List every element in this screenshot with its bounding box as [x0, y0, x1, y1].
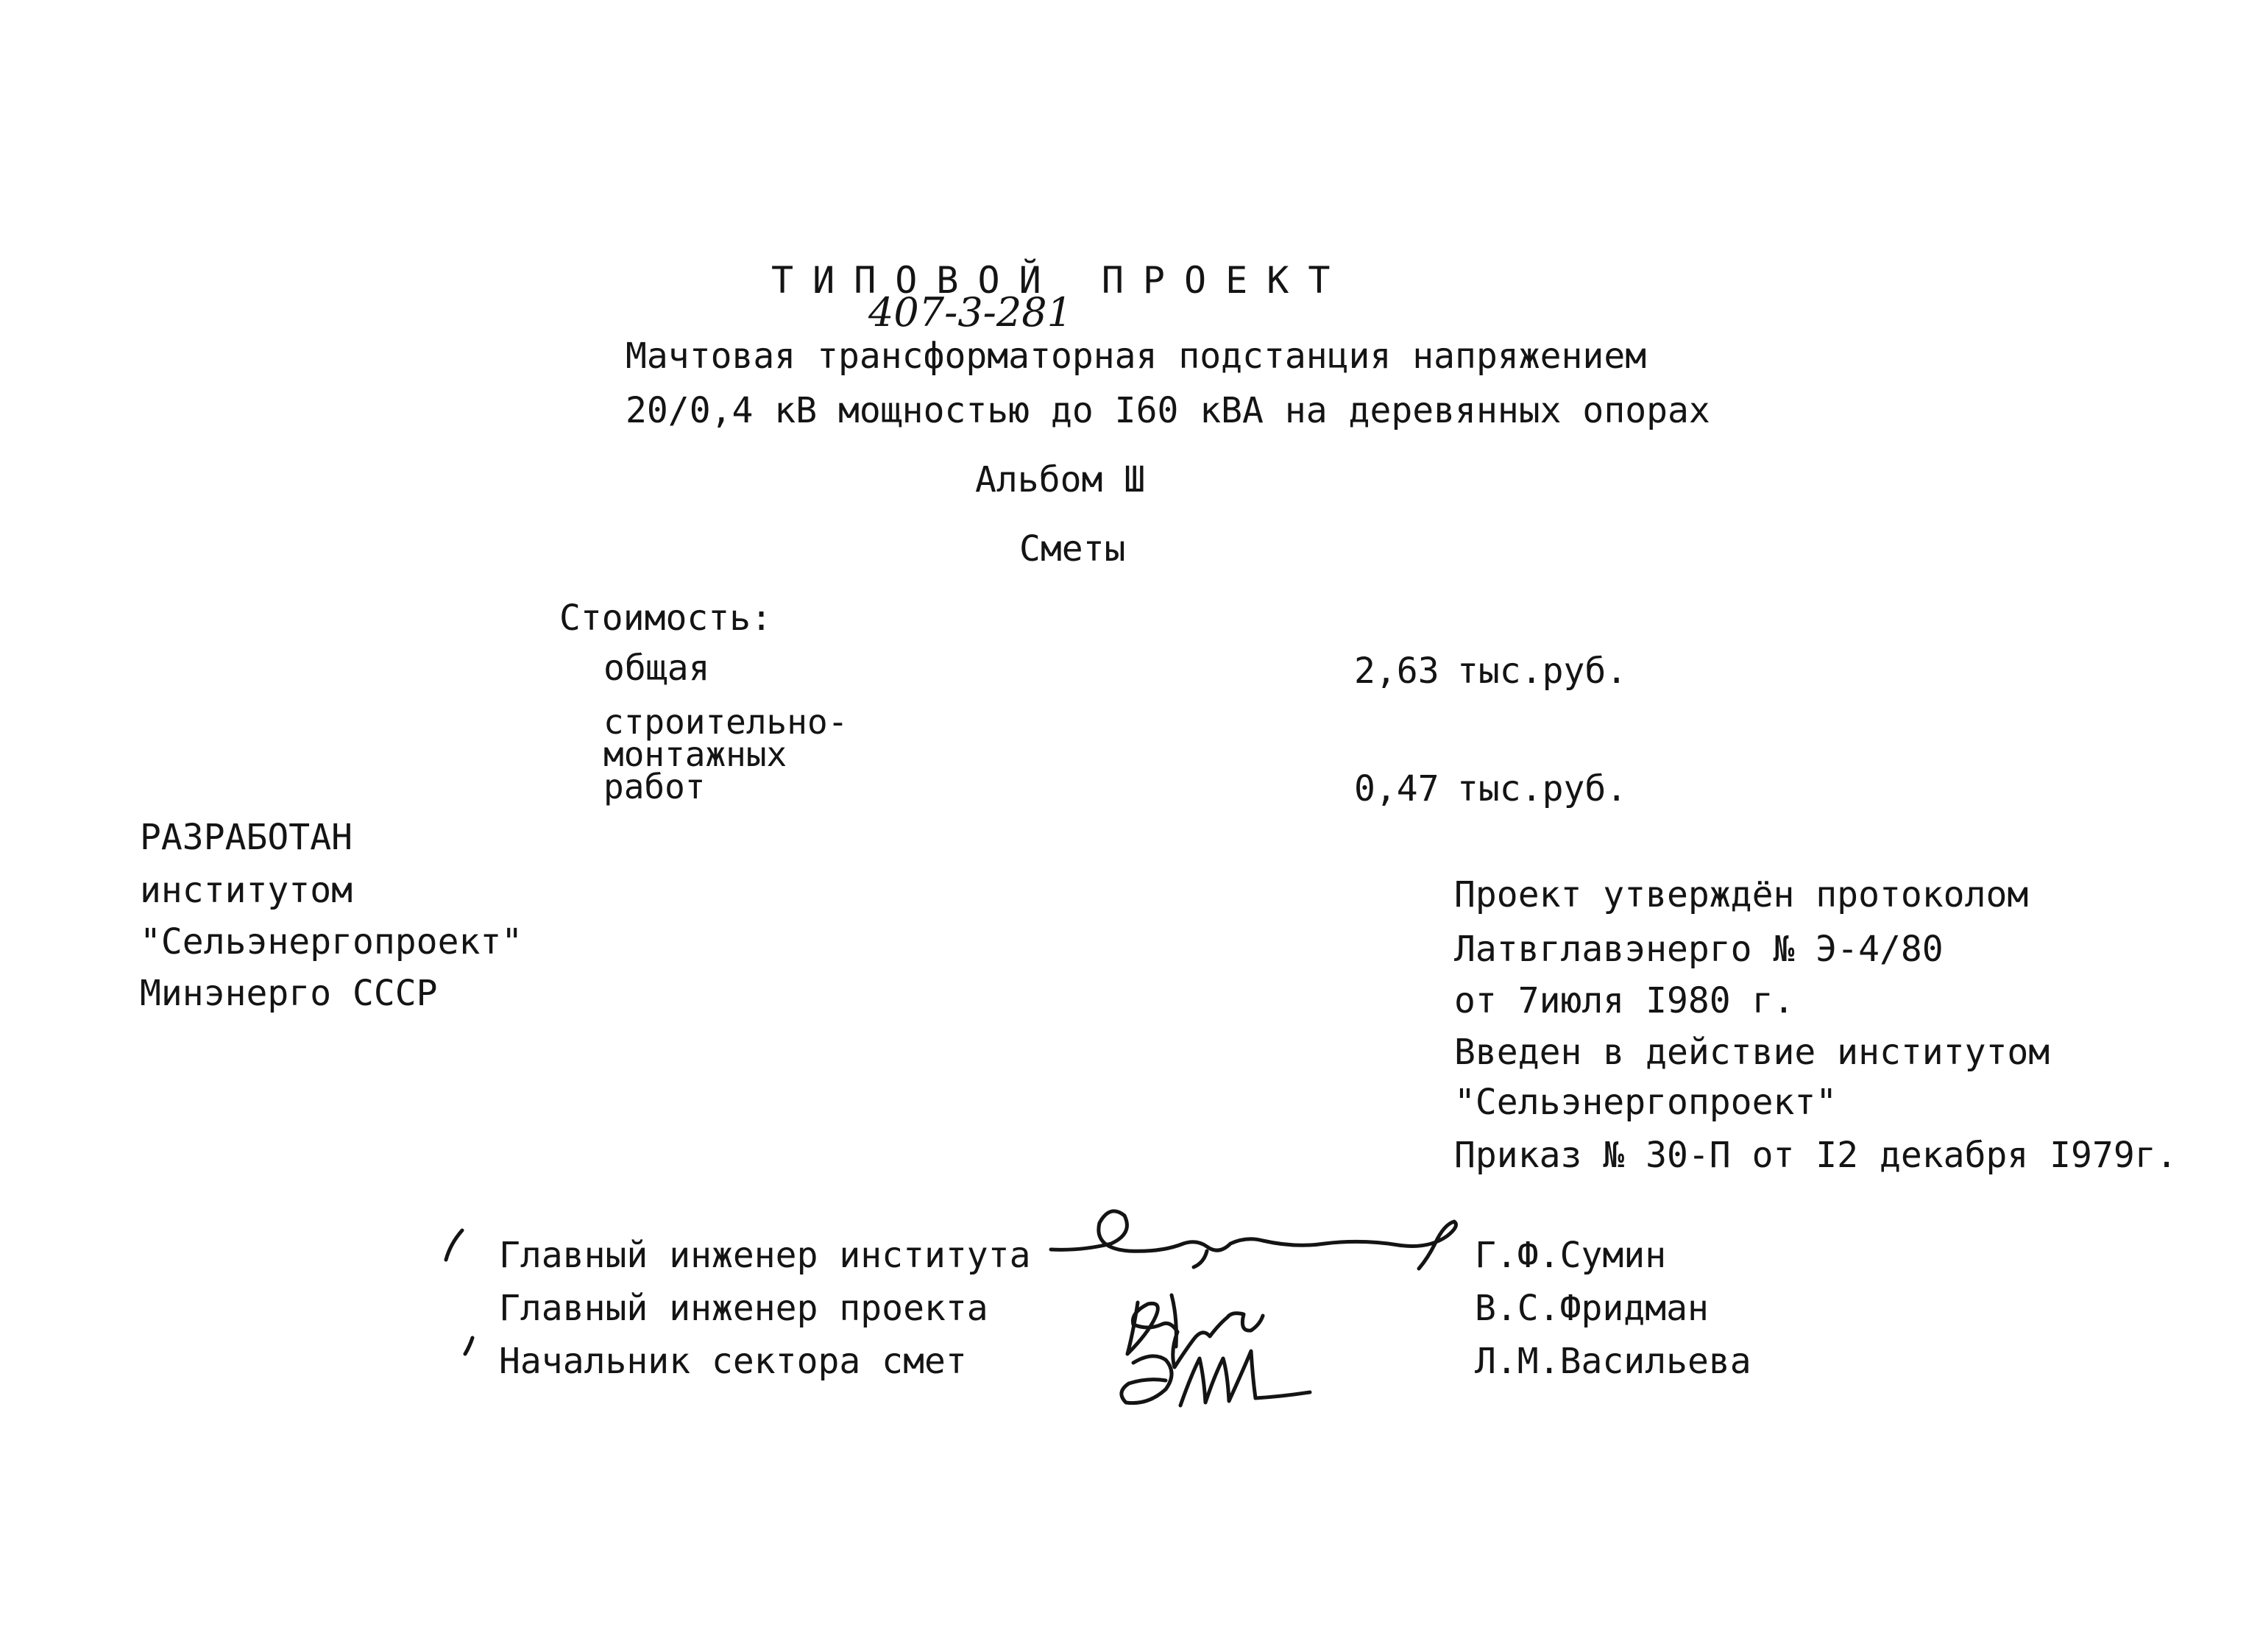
project-number: 407-3-281	[868, 289, 1072, 336]
project-title-line-1: Мачтовая трансформаторная подстанция напряжением	[626, 336, 1647, 377]
cost-construction-value: 0,47	[1354, 768, 1439, 809]
cost-construction-label-line-1: строительно-	[603, 702, 849, 742]
signatory-position-2: Главный инженер проекта	[499, 1288, 988, 1329]
signature-1-tail	[1194, 1251, 1207, 1267]
doc-type-heading: ТИПОВОЙ ПРОЕКТ	[771, 259, 1350, 302]
approval-line-6: Приказ № 30-П от I2 декабря I979г.	[1454, 1135, 2178, 1176]
signatory-position-3: Начальник сектора смет	[499, 1341, 967, 1382]
project-title-line-2: 20/0,4 кВ мощностью до I60 кВА на деревянных опорах	[626, 390, 1710, 431]
signature-3	[1122, 1356, 1172, 1403]
developer-line-2: институтом	[140, 870, 353, 911]
approval-line-1: Проект утверждён протоколом	[1454, 874, 2029, 915]
check-mark-2	[465, 1338, 472, 1354]
approval-line-5: "Сельэнергопроект"	[1454, 1082, 1838, 1123]
cost-construction-label-line-2: монтажных	[603, 734, 787, 774]
developer-line-1: РАЗРАБОТАН	[140, 817, 353, 858]
developer-line-4: Минэнерго СССР	[140, 973, 438, 1014]
signatory-name-2: В.С.Фридман	[1475, 1288, 1709, 1329]
cost-total-value: 2,63	[1354, 650, 1439, 692]
approval-line-2: Латвглавэнерго № Э-4/80	[1454, 929, 1944, 970]
check-mark-1	[446, 1230, 462, 1260]
album-label: Альбом Ш	[975, 459, 1146, 500]
approval-line-3: от 7июля I980 г.	[1454, 980, 1795, 1021]
cost-construction-unit: тыс.руб.	[1457, 768, 1628, 809]
cost-label: Стоимость:	[559, 598, 772, 639]
cost-total-unit: тыс.руб.	[1457, 650, 1628, 692]
section-label: Сметы	[1019, 528, 1126, 570]
signatory-name-1: Г.Ф.Сумин	[1475, 1235, 1667, 1276]
signature-1	[1051, 1211, 1456, 1269]
developer-line-3: "Сельэнергопроект"	[140, 921, 523, 963]
signatory-name-3: Л.М.Васильева	[1475, 1341, 1751, 1382]
approval-line-4: Введен в действие институтом	[1454, 1032, 2050, 1073]
cost-construction-label-line-3: работ	[603, 767, 706, 806]
cost-total-label: общая	[603, 648, 710, 689]
signatory-position-1: Главный инженер института	[499, 1235, 1031, 1276]
signature-3-m	[1180, 1351, 1310, 1405]
